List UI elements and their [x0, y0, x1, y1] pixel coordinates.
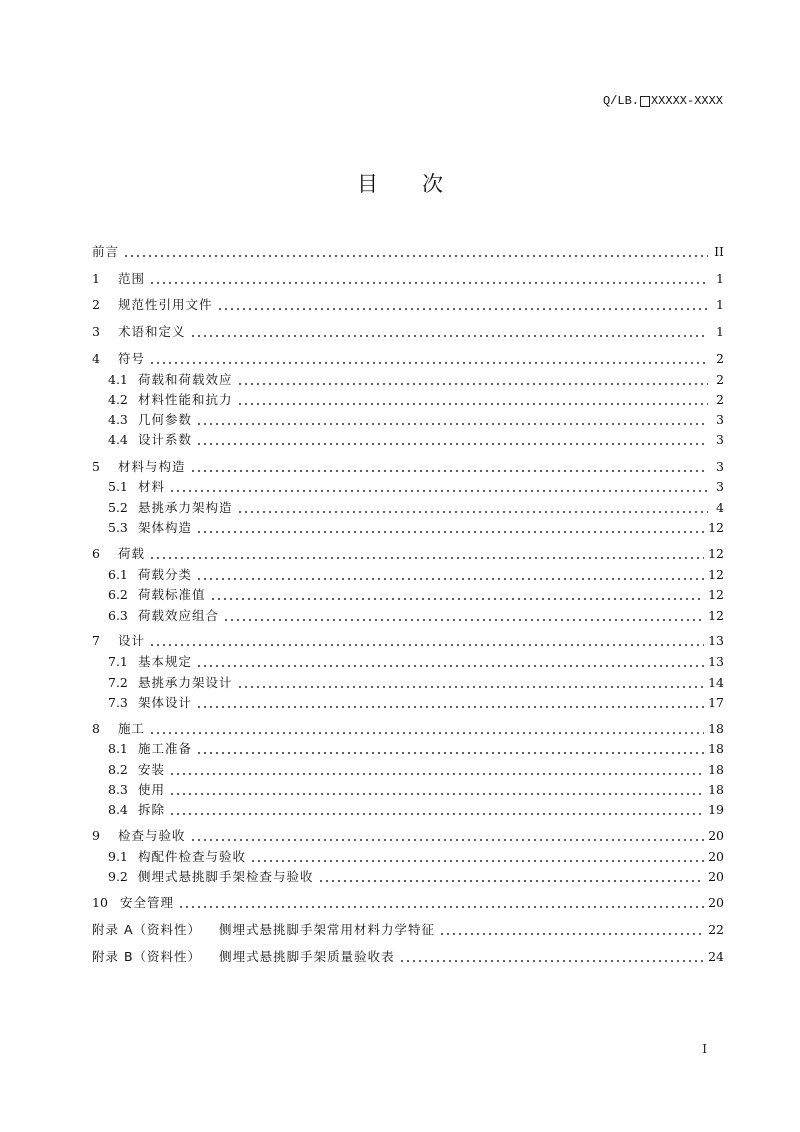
- dot-leader: [169, 801, 704, 819]
- toc-entry-page: 18: [708, 721, 724, 736]
- toc-entry-label: 材料: [138, 479, 166, 494]
- toc-entry-number: 8.1: [108, 741, 128, 756]
- dot-leader: [196, 566, 704, 584]
- toc-entry-page: 20: [708, 869, 724, 884]
- dot-leader: [399, 948, 705, 966]
- page-title: [0, 168, 800, 198]
- toc-entry-page: 12: [708, 587, 724, 602]
- toc-entry-page: 1: [716, 324, 724, 339]
- dot-leader: [149, 350, 708, 368]
- toc-entry-number: 8.4: [108, 802, 128, 817]
- toc-entry-label: 架体构造: [138, 520, 193, 535]
- toc-entry-page: 18: [708, 762, 724, 777]
- dot-leader: [196, 431, 708, 449]
- toc-entry-label: 安全管理: [120, 895, 175, 910]
- toc-entry-page: 17: [708, 695, 724, 710]
- toc-entry-label: 荷载标准值: [138, 587, 206, 602]
- toc-entry-label: 安装: [138, 762, 166, 777]
- toc-entry-label: 荷载和荷载效应: [138, 372, 233, 387]
- dot-leader: [123, 243, 708, 261]
- appendix-prefix: 附录 A（资料性）: [92, 922, 202, 937]
- toc-entry-page: 20: [708, 895, 724, 910]
- title-char-1: 目: [357, 172, 378, 196]
- dot-leader: [169, 781, 704, 799]
- toc-entry-label: 侧埋式悬挑脚手架常用材料力学特征: [219, 922, 436, 937]
- toc-entry[interactable]: [92, 632, 724, 650]
- toc-entry-label: 荷载分类: [138, 567, 193, 582]
- toc-entry-page: 18: [708, 782, 724, 797]
- toc-entry-number: 2: [92, 297, 100, 312]
- toc-entry-number: 7: [92, 633, 100, 648]
- title-char-2: 次: [422, 172, 443, 196]
- toc-entry-label: 悬挑承力架构造: [138, 500, 233, 515]
- toc-entry-number: 7.3: [108, 695, 128, 710]
- toc-entry-label: 荷载: [118, 546, 146, 561]
- toc-entry[interactable]: [108, 848, 724, 866]
- toc-entry-page: 13: [708, 654, 724, 669]
- toc-entry-label: 设计: [118, 633, 146, 648]
- dot-leader: [196, 411, 708, 429]
- toc-entry-label: 几何参数: [138, 412, 193, 427]
- toc-entry-page: 3: [716, 459, 724, 474]
- toc-entry[interactable]: [108, 868, 724, 886]
- dot-leader: [250, 848, 704, 866]
- toc-entry-page: 12: [708, 608, 724, 623]
- toc-entry[interactable]: [108, 801, 724, 819]
- toc-entry-number: 5.1: [108, 479, 128, 494]
- toc-entry-number: 4.3: [108, 412, 128, 427]
- toc-entry-number: 4: [92, 351, 100, 366]
- toc-entry[interactable]: [92, 270, 724, 288]
- toc-entry-number: 5: [92, 459, 100, 474]
- toc-entry-page: 20: [708, 849, 724, 864]
- toc-entry-label: 材料与构造: [118, 459, 186, 474]
- toc-entry-page: 20: [708, 828, 724, 843]
- toc-entry-number: 9.1: [108, 849, 128, 864]
- document-code: [603, 94, 723, 108]
- toc-entry-page: 1: [716, 271, 724, 286]
- toc-entry[interactable]: [108, 519, 724, 537]
- dot-leader: [196, 694, 704, 712]
- dot-leader: [149, 632, 704, 650]
- toc-entry-number: 6.2: [108, 587, 128, 602]
- dot-leader: [149, 270, 708, 288]
- toc-entry-label: 材料性能和抗力: [138, 392, 233, 407]
- toc-entry-number: 8.2: [108, 762, 128, 777]
- toc-entry[interactable]: [108, 740, 724, 758]
- toc-entry-page: 22: [708, 922, 724, 937]
- footer-page-number: I: [702, 1042, 707, 1056]
- toc-entry-number: 8: [92, 721, 100, 736]
- toc-entry-number: 6.3: [108, 608, 128, 623]
- toc-entry[interactable]: [92, 894, 724, 912]
- toc-entry-label: 术语和定义: [118, 324, 186, 339]
- dot-leader: [196, 519, 704, 537]
- toc-entry-page: 18: [708, 741, 724, 756]
- toc-entry-number: 4.2: [108, 392, 128, 407]
- dot-leader: [217, 296, 708, 314]
- dot-leader: [439, 921, 704, 939]
- toc-entry[interactable]: [92, 720, 724, 738]
- toc-entry[interactable]: [108, 781, 724, 799]
- toc-entry-page: 2: [716, 372, 724, 387]
- toc-entry-page: 3: [716, 412, 724, 427]
- toc-entry[interactable]: [108, 431, 724, 449]
- toc-entry-number: 5.3: [108, 520, 128, 535]
- toc-entry-label: 构配件检查与验收: [138, 849, 247, 864]
- toc-entry[interactable]: [108, 674, 724, 692]
- dot-leader: [196, 653, 704, 671]
- toc-entry-label: 拆除: [138, 802, 166, 817]
- toc-entry-label: 范围: [118, 271, 146, 286]
- dot-leader: [237, 391, 708, 409]
- toc-entry[interactable]: [108, 411, 724, 429]
- toc-entry[interactable]: [108, 761, 724, 779]
- toc-entry[interactable]: [108, 607, 724, 625]
- toc-entry-page: 24: [708, 949, 724, 964]
- dot-leader: [169, 478, 708, 496]
- toc-entry-page: 2: [716, 392, 724, 407]
- toc-entry[interactable]: [92, 243, 724, 261]
- toc-entry-page: 3: [716, 432, 724, 447]
- toc-entry-number: 5.2: [108, 500, 128, 515]
- document-code-suffix: XXXXX-XXXX: [650, 94, 723, 108]
- dot-leader: [237, 371, 708, 389]
- dot-leader: [318, 868, 705, 886]
- toc-entry-number: 6.1: [108, 567, 128, 582]
- toc-entry-label: 检查与验收: [118, 828, 186, 843]
- toc-entry[interactable]: [92, 350, 724, 368]
- toc-entry[interactable]: [108, 653, 724, 671]
- toc-entry-page: II: [714, 244, 724, 259]
- toc-entry-number: 9: [92, 828, 100, 843]
- toc-entry-label: 荷载效应组合: [138, 608, 220, 623]
- toc-entry[interactable]: [108, 566, 724, 584]
- toc-entry-page: 12: [708, 567, 724, 582]
- toc-entry[interactable]: [92, 545, 724, 563]
- toc-entry-number: 4.4: [108, 432, 128, 447]
- toc-entry-number: 10: [92, 895, 108, 910]
- dot-leader: [210, 586, 705, 604]
- toc-entry[interactable]: [92, 921, 724, 939]
- dot-leader: [169, 761, 704, 779]
- dot-leader: [223, 607, 704, 625]
- toc-entry-label: 侧埋式悬挑脚手架质量验收表: [219, 949, 395, 964]
- dot-leader: [149, 545, 704, 563]
- toc-entry[interactable]: [108, 371, 724, 389]
- toc-entry[interactable]: [108, 391, 724, 409]
- dot-leader: [196, 740, 704, 758]
- toc-entry-label: 基本规定: [138, 654, 193, 669]
- toc-entry-label: 悬挑承力架设计: [138, 675, 233, 690]
- dot-leader: [190, 458, 708, 476]
- toc-entry[interactable]: [92, 827, 724, 845]
- dot-leader: [237, 499, 708, 517]
- toc-entry-label: 前言: [92, 244, 120, 259]
- dot-leader: [178, 894, 704, 912]
- toc-entry-page: 3: [716, 479, 724, 494]
- dot-leader: [149, 720, 704, 738]
- toc-entry-label: 符号: [118, 351, 146, 366]
- toc-entry[interactable]: [92, 296, 724, 314]
- toc-entry-number: 7.2: [108, 675, 128, 690]
- toc-entry-page: 19: [708, 802, 724, 817]
- toc-entry-page: 1: [716, 297, 724, 312]
- toc-entry-label: 架体设计: [138, 695, 193, 710]
- toc-entry[interactable]: [108, 694, 724, 712]
- toc-entry-number: 7.1: [108, 654, 128, 669]
- dot-leader: [237, 674, 705, 692]
- toc-entry-label: 侧埋式悬挑脚手架检查与验收: [138, 869, 314, 884]
- toc-entry-number: 3: [92, 324, 100, 339]
- toc-entry-page: 12: [708, 520, 724, 535]
- toc-entry-label: 施工: [118, 721, 146, 736]
- toc-entry[interactable]: [108, 586, 724, 604]
- toc-entry[interactable]: [92, 458, 724, 476]
- toc-entry[interactable]: [92, 948, 724, 966]
- toc-entry-page: 2: [716, 351, 724, 366]
- toc-entry-number: 4.1: [108, 372, 128, 387]
- toc-entry-label: 规范性引用文件: [118, 297, 213, 312]
- toc-entry-number: 9.2: [108, 869, 128, 884]
- toc-entry-label: 设计系数: [138, 432, 193, 447]
- dot-leader: [190, 827, 705, 845]
- appendix-prefix: 附录 B（资料性）: [92, 949, 202, 964]
- toc-entry-page: 14: [708, 675, 724, 690]
- toc-entry[interactable]: [108, 499, 724, 517]
- placeholder-box-icon: [640, 96, 650, 107]
- toc-entry-number: 8.3: [108, 782, 128, 797]
- toc-entry[interactable]: [92, 323, 724, 341]
- toc-entry-label: 施工准备: [138, 741, 193, 756]
- toc-entry-page: 4: [716, 500, 724, 515]
- toc-entry[interactable]: [108, 478, 724, 496]
- toc-entry-number: 6: [92, 546, 100, 561]
- document-code-prefix: Q/LB.: [602, 94, 639, 108]
- dot-leader: [190, 323, 708, 341]
- toc-entry-page: 13: [708, 633, 724, 648]
- toc-entry-page: 12: [708, 546, 724, 561]
- toc-entry-number: 1: [92, 271, 100, 286]
- toc-entry-label: 使用: [138, 782, 166, 797]
